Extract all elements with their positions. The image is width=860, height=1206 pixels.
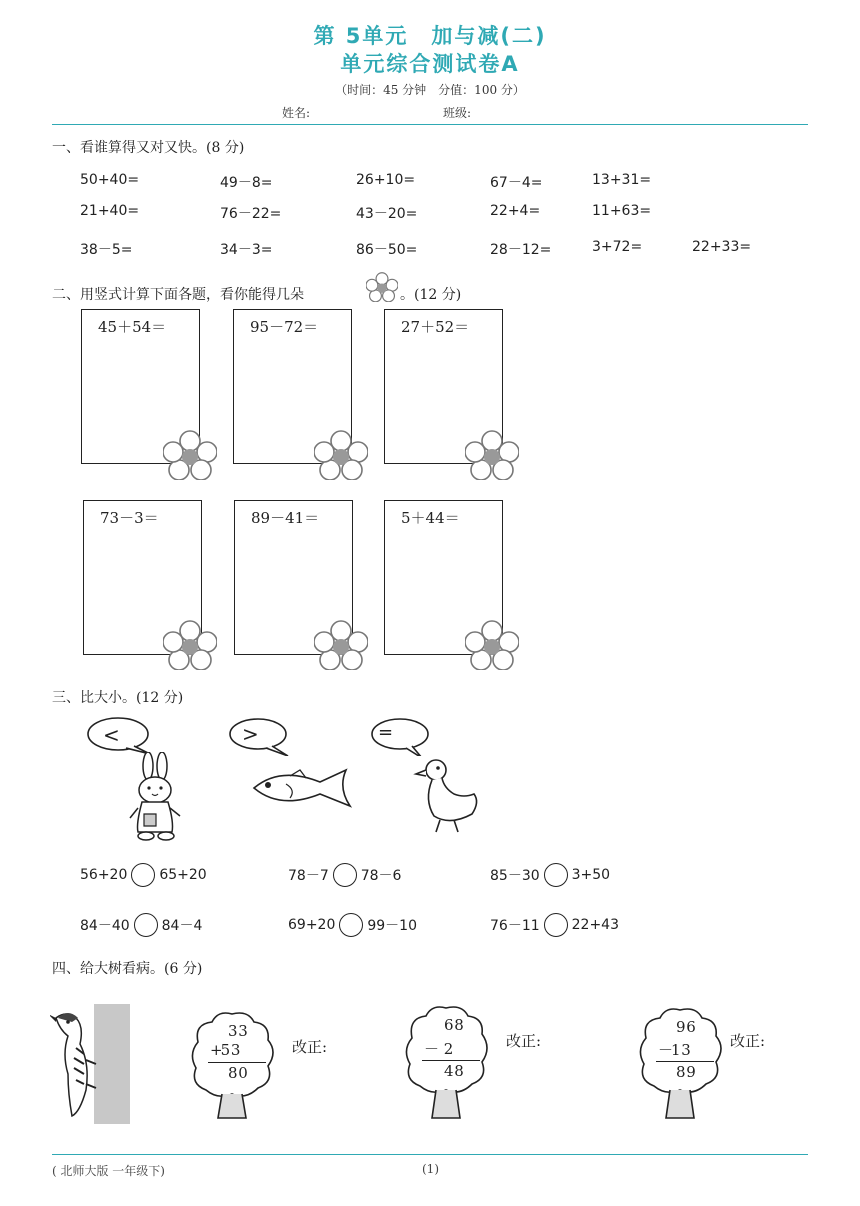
- speech-bubble: [228, 716, 298, 756]
- equation: 21+40=: [80, 203, 140, 219]
- edition-label: ( 北师大版 一年级下): [52, 1164, 165, 1178]
- compare-answer-circle[interactable]: [339, 913, 363, 937]
- tree-problem: [188, 1010, 276, 1120]
- correction-label: 改正:: [730, 1032, 766, 1050]
- equation: 26+10=: [356, 172, 416, 188]
- problem-expression: 95－72＝: [250, 318, 319, 336]
- correction-label: 改正:: [506, 1032, 542, 1050]
- compare-answer-circle[interactable]: [333, 863, 357, 887]
- compare-right: 84－4: [161, 918, 203, 934]
- compare-answer-circle[interactable]: [544, 913, 568, 937]
- tree-problem: [636, 1006, 724, 1120]
- problem-expression: 73－3＝: [100, 509, 159, 527]
- flower-icon: [465, 620, 519, 670]
- equation: 76－22=: [220, 206, 282, 222]
- section4-heading: 四、给大树看病。(6 分): [52, 961, 203, 977]
- equation: 86－50=: [356, 242, 418, 258]
- problem-expression: 45＋54＝: [98, 318, 167, 336]
- tree-top-number: 6 8: [444, 1016, 462, 1034]
- footer-rule: [52, 1154, 808, 1155]
- title-line-1: 第 5单元 加与减(二): [313, 24, 547, 48]
- equation: 38－5=: [80, 242, 133, 258]
- tree-operand: +5 3: [210, 1041, 239, 1059]
- compare-item: [80, 863, 207, 887]
- equation: 28－12=: [490, 242, 552, 258]
- flower-icon: [163, 430, 217, 480]
- tree-result: 8 0: [228, 1064, 246, 1082]
- compare-right: 78－6: [360, 868, 402, 884]
- equation: 22+33=: [692, 239, 752, 255]
- compare-left: 78－7: [288, 868, 329, 884]
- class-label: 班级:: [443, 106, 472, 120]
- difference-line: [422, 1060, 480, 1061]
- tree-problem: [400, 1004, 490, 1120]
- compare-item: [288, 913, 417, 937]
- compare-right: 3+50: [571, 867, 611, 883]
- compare-item: [490, 863, 610, 887]
- compare-right: 99－10: [367, 918, 417, 934]
- woodpecker-illustration: [50, 1004, 132, 1124]
- equation: 43－20=: [356, 206, 418, 222]
- tree-operand: －1 3: [658, 1041, 689, 1059]
- compare-left: 69+20: [288, 917, 336, 933]
- flower-icon: [465, 430, 519, 480]
- flower-icon: [366, 272, 398, 302]
- compare-item: [80, 913, 202, 937]
- equation: 13+31=: [592, 172, 652, 188]
- equation: 22+4=: [490, 203, 541, 219]
- difference-line: [656, 1061, 714, 1062]
- section2-heading-tail: 。(12 分): [400, 287, 462, 303]
- problem-expression: 27＋52＝: [401, 318, 470, 336]
- speech-bubble: [86, 716, 156, 756]
- equals-symbol: =: [378, 722, 394, 743]
- problem-expression: 89－41＝: [251, 509, 320, 527]
- rabbit-illustration: [128, 752, 184, 842]
- compare-item: [490, 913, 619, 937]
- greater-than-symbol: >: [242, 722, 259, 746]
- compare-left: 56+20: [80, 867, 128, 883]
- flower-icon: [163, 620, 217, 670]
- compare-left: 76－11: [490, 918, 540, 934]
- compare-right: 22+43: [571, 917, 619, 933]
- compare-answer-circle[interactable]: [134, 913, 158, 937]
- compare-left: 85－30: [490, 868, 540, 884]
- equation: 3+72=: [592, 239, 643, 255]
- equation: 49－8=: [220, 175, 273, 191]
- compare-answer-circle[interactable]: [131, 863, 155, 887]
- equation: 67－4=: [490, 175, 543, 191]
- compare-right: 65+20: [159, 867, 207, 883]
- section2-heading: 二、用竖式计算下面各题，看你能得几朵: [52, 287, 304, 303]
- tree-result: 8 9: [676, 1063, 694, 1081]
- tree-operand: － 2: [424, 1040, 454, 1058]
- fish-illustration: [250, 766, 356, 808]
- name-label: 姓名:: [282, 106, 311, 120]
- page-number: (1): [422, 1162, 439, 1176]
- section1-heading: 一、看谁算得又对又快。(8 分): [52, 140, 245, 156]
- tree-result: 4 8: [444, 1062, 462, 1080]
- tree-top-number: 9 6: [676, 1018, 694, 1036]
- equation: 34－3=: [220, 242, 273, 258]
- tree-top-number: 3 3: [228, 1022, 246, 1040]
- problem-expression: 5＋44＝: [401, 509, 460, 527]
- less-than-symbol: <: [103, 723, 120, 747]
- compare-item: [288, 863, 401, 887]
- correction-label: 改正:: [292, 1038, 328, 1056]
- flower-icon: [314, 430, 368, 480]
- duck-illustration: [410, 754, 482, 838]
- equation: 11+63=: [592, 203, 652, 219]
- time-score-info: （时间：45 分钟 分值：100 分）: [335, 83, 525, 97]
- title-line-2: 单元综合测试卷A: [340, 52, 520, 76]
- equation: 50+40=: [80, 172, 140, 188]
- compare-left: 84－40: [80, 918, 130, 934]
- compare-answer-circle[interactable]: [544, 863, 568, 887]
- header-rule: [52, 124, 808, 125]
- section3-heading: 三、比大小。(12 分): [52, 690, 184, 706]
- sum-line: [208, 1062, 266, 1063]
- flower-icon: [314, 620, 368, 670]
